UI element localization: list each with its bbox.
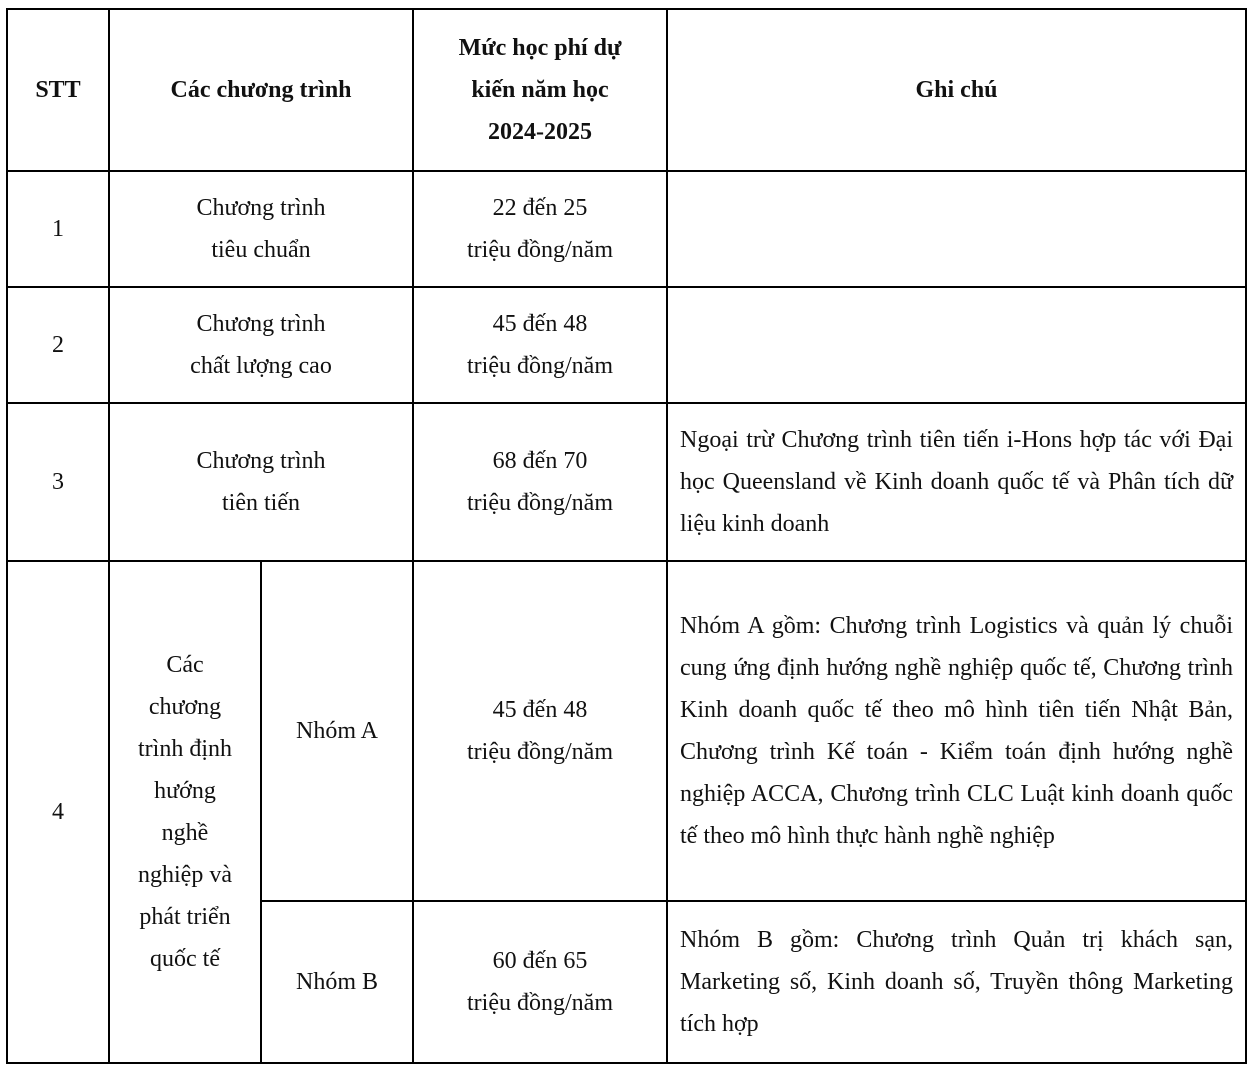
stt-cell: 1 [7, 171, 109, 287]
stt-cell: 3 [7, 403, 109, 561]
group-label-cell: Các chương trình định hướng nghề nghiệp và phát triển quốc tế [109, 561, 261, 1063]
program-line: chất lượng cao [190, 353, 332, 379]
table-row [7, 171, 1246, 287]
header-fee-line: kiến năm học [471, 77, 609, 103]
tuition-table [6, 8, 1247, 1064]
table-row [7, 403, 1246, 561]
subgroup-name-cell: Nhóm A [261, 561, 413, 901]
table-row [7, 287, 1246, 403]
fee-line: triệu đồng/năm [467, 490, 613, 516]
subgroup-name-cell: Nhóm B [261, 901, 413, 1063]
fee-line: 68 đến 70 [492, 448, 588, 474]
note-cell: Nhóm A gồm: Chương trình Logistics và quản lý chuỗi cung ứng định hướng nghề nghiệp quốc tế, Chương trình Kinh doanh quốc tế theo mô hình tiên tiến Nhật Bản, Chương trình Kế toán - Kiểm toán định hướng nghề nghiệp ACCA, Chương trình CLC Luật kinh doanh quốc tế theo mô hình thực hành nghề nghiệp [667, 561, 1246, 901]
program-line: Chương trình [196, 448, 326, 474]
note-cell [667, 287, 1246, 403]
fee-line: triệu đồng/năm [467, 739, 613, 765]
fee-cell [413, 171, 667, 287]
fee-cell [413, 403, 667, 561]
fee-line: 22 đến 25 [492, 195, 588, 221]
program-cell [109, 403, 413, 561]
header-fee-line: 2024-2025 [488, 119, 592, 145]
header-fee-line: Mức học phí dự [458, 35, 622, 61]
fee-line: 60 đến 65 [492, 948, 588, 974]
header-fee [413, 9, 667, 171]
program-line: Chương trình [196, 195, 326, 221]
fee-line: triệu đồng/năm [467, 237, 613, 263]
header-row [7, 9, 1246, 171]
fee-line: triệu đồng/năm [467, 990, 613, 1016]
header-stt: STT [7, 9, 109, 171]
program-cell [109, 171, 413, 287]
stt-cell: 2 [7, 287, 109, 403]
header-program: Các chương trình [109, 9, 413, 171]
fee-cell [413, 561, 667, 901]
fee-line: triệu đồng/năm [467, 353, 613, 379]
fee-cell [413, 287, 667, 403]
fee-cell [413, 901, 667, 1063]
note-cell: Ngoại trừ Chương trình tiên tiến i-Hons hợp tác với Đại học Queensland về Kinh doanh quốc tế và Phân tích dữ liệu kinh doanh [667, 403, 1246, 561]
header-note: Ghi chú [667, 9, 1246, 171]
fee-line: 45 đến 48 [492, 311, 588, 337]
program-line: tiên tiến [222, 490, 300, 516]
note-cell: Nhóm B gồm: Chương trình Quản trị khách sạn, Marketing số, Kinh doanh số, Truyền thông Marketing tích hợp [667, 901, 1246, 1063]
note-cell [667, 171, 1246, 287]
program-cell [109, 287, 413, 403]
table-row-group-a [7, 561, 1246, 901]
stt-cell: 4 [7, 561, 109, 1063]
program-line: Chương trình [196, 311, 326, 337]
program-line: tiêu chuẩn [211, 237, 311, 263]
fee-line: 45 đến 48 [492, 697, 588, 723]
